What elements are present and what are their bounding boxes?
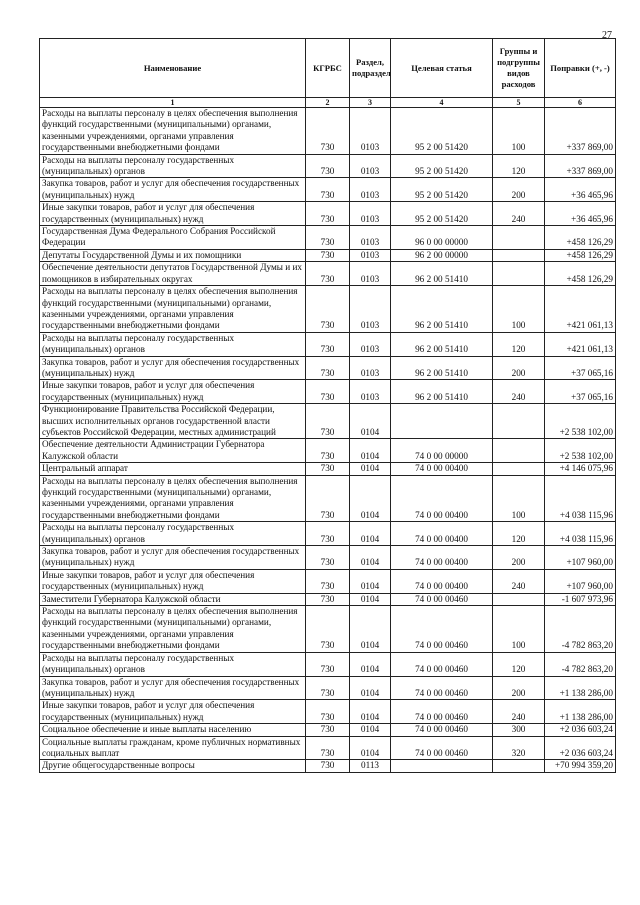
row-group — [493, 463, 545, 475]
row-name: Закупка товаров, работ и услуг для обеспечения государственных (муниципальных) нужд — [40, 356, 306, 380]
row-section: 0104 — [350, 522, 391, 546]
row-section: 0103 — [350, 178, 391, 202]
table-row — [40, 606, 616, 653]
row-kgrbs: 730 — [306, 676, 350, 700]
row-group — [493, 262, 545, 286]
row-name: Иные закупки товаров, работ и услуг для обеспечения государственных (муниципальных) нужд — [40, 569, 306, 593]
row-name: Заместители Губернатора Калужской области — [40, 593, 306, 605]
table-row — [40, 439, 616, 463]
row-amount: +4 146 075,96 — [545, 463, 616, 475]
row-amount: +421 061,13 — [545, 286, 616, 333]
row-target: 95 2 00 51420 — [391, 202, 493, 226]
row-target: 74 0 00 00400 — [391, 522, 493, 546]
table-row — [40, 724, 616, 736]
row-name: Центральный аппарат — [40, 463, 306, 475]
row-section: 0103 — [350, 108, 391, 155]
row-section: 0103 — [350, 332, 391, 356]
row-name: Депутаты Государственной Думы и их помощники — [40, 249, 306, 261]
row-target: 74 0 00 00400 — [391, 546, 493, 570]
row-kgrbs: 730 — [306, 569, 350, 593]
table-row — [40, 546, 616, 570]
row-section: 0104 — [350, 676, 391, 700]
row-amount: +36 465,96 — [545, 202, 616, 226]
row-target: 74 0 00 00000 — [391, 439, 493, 463]
row-section: 0104 — [350, 463, 391, 475]
row-name: Расходы на выплаты персоналу государственных (муниципальных) органов — [40, 154, 306, 178]
row-group: 200 — [493, 676, 545, 700]
row-group: 240 — [493, 202, 545, 226]
row-name: Расходы на выплаты персоналу в целях обеспечения выполнения функций государственными (муниципальными) органами, казенными учреждениями, органами управления государственными внебюджетными фондами — [40, 475, 306, 522]
table-body — [40, 108, 616, 773]
row-amount: +1 138 286,00 — [545, 700, 616, 724]
table-row — [40, 522, 616, 546]
row-group: 200 — [493, 546, 545, 570]
row-kgrbs: 730 — [306, 286, 350, 333]
row-group: 100 — [493, 606, 545, 653]
table-row — [40, 569, 616, 593]
page-number: 27 — [602, 30, 612, 41]
row-name: Обеспечение деятельности Администрации Губернатора Калужской области — [40, 439, 306, 463]
row-amount: +2 538 102,00 — [545, 404, 616, 439]
row-amount: +107 960,00 — [545, 546, 616, 570]
row-amount: +458 126,29 — [545, 226, 616, 250]
table-row — [40, 226, 616, 250]
row-target: 74 0 00 00400 — [391, 569, 493, 593]
row-section: 0104 — [350, 724, 391, 736]
row-section: 0113 — [350, 760, 391, 772]
row-amount: +337 869,00 — [545, 154, 616, 178]
row-target — [391, 760, 493, 772]
row-amount: -4 782 863,20 — [545, 606, 616, 653]
row-kgrbs: 730 — [306, 652, 350, 676]
table-row — [40, 736, 616, 760]
row-target: 74 0 00 00400 — [391, 475, 493, 522]
row-group: 120 — [493, 522, 545, 546]
row-target: 74 0 00 00460 — [391, 652, 493, 676]
row-name: Закупка товаров, работ и услуг для обеспечения государственных (муниципальных) нужд — [40, 676, 306, 700]
row-section: 0103 — [350, 226, 391, 250]
header-section: Раздел, подраздел — [350, 39, 391, 98]
row-group: 200 — [493, 178, 545, 202]
row-kgrbs: 730 — [306, 249, 350, 261]
row-name: Расходы на выплаты персоналу государственных (муниципальных) органов — [40, 652, 306, 676]
row-target: 74 0 00 00460 — [391, 700, 493, 724]
table-row — [40, 463, 616, 475]
row-section: 0104 — [350, 404, 391, 439]
table-row — [40, 356, 616, 380]
row-amount: -1 607 973,96 — [545, 593, 616, 605]
table-row — [40, 178, 616, 202]
row-name: Функционирование Правительства Российской Федерации, высших исполнительных органов государственной власти субъектов Российской Федерации, местных администраций — [40, 404, 306, 439]
row-target: 95 2 00 51420 — [391, 178, 493, 202]
header-row — [40, 39, 616, 98]
row-kgrbs: 730 — [306, 475, 350, 522]
row-kgrbs: 730 — [306, 522, 350, 546]
table-row — [40, 202, 616, 226]
column-number: 6 — [545, 98, 616, 108]
row-target: 95 2 00 51420 — [391, 108, 493, 155]
header-target: Целевая статья — [391, 39, 493, 98]
row-name: Закупка товаров, работ и услуг для обеспечения государственных (муниципальных) нужд — [40, 178, 306, 202]
row-section: 0104 — [350, 700, 391, 724]
row-group: 120 — [493, 154, 545, 178]
row-group — [493, 249, 545, 261]
row-section: 0104 — [350, 439, 391, 463]
row-kgrbs: 730 — [306, 724, 350, 736]
row-kgrbs: 730 — [306, 380, 350, 404]
row-group: 240 — [493, 569, 545, 593]
row-section: 0104 — [350, 736, 391, 760]
row-name: Расходы на выплаты персоналу в целях обеспечения выполнения функций государственными (муниципальными) органами, казенными учреждениями, органами управления государственными внебюджетными фондами — [40, 108, 306, 155]
row-amount: +421 061,13 — [545, 332, 616, 356]
table-row — [40, 700, 616, 724]
row-group: 240 — [493, 380, 545, 404]
table-row — [40, 475, 616, 522]
row-name: Расходы на выплаты персоналу государственных (муниципальных) органов — [40, 332, 306, 356]
table-row — [40, 262, 616, 286]
column-number: 3 — [350, 98, 391, 108]
row-group: 120 — [493, 332, 545, 356]
row-section: 0103 — [350, 262, 391, 286]
row-target: 74 0 00 00460 — [391, 676, 493, 700]
column-number: 5 — [493, 98, 545, 108]
row-name: Социальное обеспечение и иные выплаты населению — [40, 724, 306, 736]
table-row — [40, 108, 616, 155]
row-group — [493, 226, 545, 250]
header-name: Наименование — [40, 39, 306, 98]
header-kgrbs: КГРБС — [306, 39, 350, 98]
row-section: 0103 — [350, 154, 391, 178]
budget-amendments-table — [39, 38, 616, 773]
row-target: 74 0 00 00460 — [391, 606, 493, 653]
row-group — [493, 593, 545, 605]
row-section: 0103 — [350, 356, 391, 380]
table-row — [40, 154, 616, 178]
row-name: Социальные выплаты гражданам, кроме публичных нормативных социальных выплат — [40, 736, 306, 760]
row-kgrbs: 730 — [306, 108, 350, 155]
row-kgrbs: 730 — [306, 202, 350, 226]
row-group: 320 — [493, 736, 545, 760]
row-kgrbs: 730 — [306, 332, 350, 356]
row-amount: +37 065,16 — [545, 356, 616, 380]
row-section: 0104 — [350, 475, 391, 522]
column-number: 2 — [306, 98, 350, 108]
row-group: 100 — [493, 108, 545, 155]
row-target: 96 2 00 51410 — [391, 286, 493, 333]
row-amount: +1 138 286,00 — [545, 676, 616, 700]
column-number: 4 — [391, 98, 493, 108]
row-name: Расходы на выплаты персоналу в целях обеспечения выполнения функций государственными (муниципальными) органами, казенными учреждениями, органами управления государственными внебюджетными фондами — [40, 606, 306, 653]
table-row — [40, 286, 616, 333]
row-name: Иные закупки товаров, работ и услуг для обеспечения государственных (муниципальных) нужд — [40, 700, 306, 724]
row-amount: +2 036 603,24 — [545, 724, 616, 736]
row-kgrbs: 730 — [306, 178, 350, 202]
row-group — [493, 404, 545, 439]
row-target: 96 2 00 00000 — [391, 249, 493, 261]
row-group — [493, 760, 545, 772]
row-target: 74 0 00 00460 — [391, 593, 493, 605]
row-kgrbs: 730 — [306, 154, 350, 178]
table-row — [40, 760, 616, 772]
row-name: Государственная Дума Федерального Собрания Российской Федерации — [40, 226, 306, 250]
row-target: 74 0 00 00460 — [391, 736, 493, 760]
row-kgrbs: 730 — [306, 404, 350, 439]
table-row — [40, 404, 616, 439]
row-target: 74 0 00 00400 — [391, 463, 493, 475]
row-target — [391, 404, 493, 439]
row-kgrbs: 730 — [306, 593, 350, 605]
column-number-row — [40, 98, 616, 108]
row-group: 240 — [493, 700, 545, 724]
row-section: 0104 — [350, 606, 391, 653]
row-target: 96 2 00 51410 — [391, 380, 493, 404]
table-row — [40, 593, 616, 605]
row-amount: +4 038 115,96 — [545, 522, 616, 546]
row-amount: +2 538 102,00 — [545, 439, 616, 463]
row-amount: +337 869,00 — [545, 108, 616, 155]
table-row — [40, 380, 616, 404]
row-target: 96 2 00 51410 — [391, 332, 493, 356]
row-target: 95 2 00 51420 — [391, 154, 493, 178]
header-group: Группы и подгруппы видов расходов — [493, 39, 545, 98]
row-name: Иные закупки товаров, работ и услуг для обеспечения государственных (муниципальных) нужд — [40, 202, 306, 226]
row-section: 0104 — [350, 593, 391, 605]
row-amount: -4 782 863,20 — [545, 652, 616, 676]
row-section: 0103 — [350, 202, 391, 226]
row-amount: +36 465,96 — [545, 178, 616, 202]
row-kgrbs: 730 — [306, 606, 350, 653]
row-name: Расходы на выплаты персоналу государственных (муниципальных) органов — [40, 522, 306, 546]
row-group: 200 — [493, 356, 545, 380]
row-target: 74 0 00 00460 — [391, 724, 493, 736]
column-number: 1 — [40, 98, 306, 108]
row-target: 96 2 00 51410 — [391, 262, 493, 286]
row-section: 0103 — [350, 286, 391, 333]
row-group: 120 — [493, 652, 545, 676]
table-row — [40, 652, 616, 676]
row-group — [493, 439, 545, 463]
row-group: 100 — [493, 475, 545, 522]
row-name: Иные закупки товаров, работ и услуг для обеспечения государственных (муниципальных) нужд — [40, 380, 306, 404]
row-amount: +70 994 359,20 — [545, 760, 616, 772]
row-kgrbs: 730 — [306, 760, 350, 772]
table-row — [40, 676, 616, 700]
row-target: 96 0 00 00000 — [391, 226, 493, 250]
row-name: Обеспечение деятельности депутатов Государственной Думы и их помощников в избирательных округах — [40, 262, 306, 286]
row-kgrbs: 730 — [306, 546, 350, 570]
row-section: 0104 — [350, 569, 391, 593]
row-kgrbs: 730 — [306, 226, 350, 250]
row-section: 0104 — [350, 546, 391, 570]
row-group: 300 — [493, 724, 545, 736]
row-section: 0103 — [350, 380, 391, 404]
row-amount: +37 065,16 — [545, 380, 616, 404]
row-section: 0104 — [350, 652, 391, 676]
row-group: 100 — [493, 286, 545, 333]
row-kgrbs: 730 — [306, 262, 350, 286]
row-target: 96 2 00 51410 — [391, 356, 493, 380]
table-row — [40, 249, 616, 261]
row-name: Расходы на выплаты персоналу в целях обеспечения выполнения функций государственными (муниципальными) органами, казенными учреждениями, органами управления государственными внебюджетными фондами — [40, 286, 306, 333]
table-row — [40, 332, 616, 356]
row-kgrbs: 730 — [306, 439, 350, 463]
row-amount: +2 036 603,24 — [545, 736, 616, 760]
row-amount: +458 126,29 — [545, 262, 616, 286]
row-amount: +458 126,29 — [545, 249, 616, 261]
row-kgrbs: 730 — [306, 736, 350, 760]
row-kgrbs: 730 — [306, 700, 350, 724]
row-kgrbs: 730 — [306, 463, 350, 475]
row-kgrbs: 730 — [306, 356, 350, 380]
row-name: Другие общегосударственные вопросы — [40, 760, 306, 772]
row-section: 0103 — [350, 249, 391, 261]
row-amount: +107 960,00 — [545, 569, 616, 593]
header-amount: Поправки (+, -) — [545, 39, 616, 98]
row-name: Закупка товаров, работ и услуг для обеспечения государственных (муниципальных) нужд — [40, 546, 306, 570]
row-amount: +4 038 115,96 — [545, 475, 616, 522]
